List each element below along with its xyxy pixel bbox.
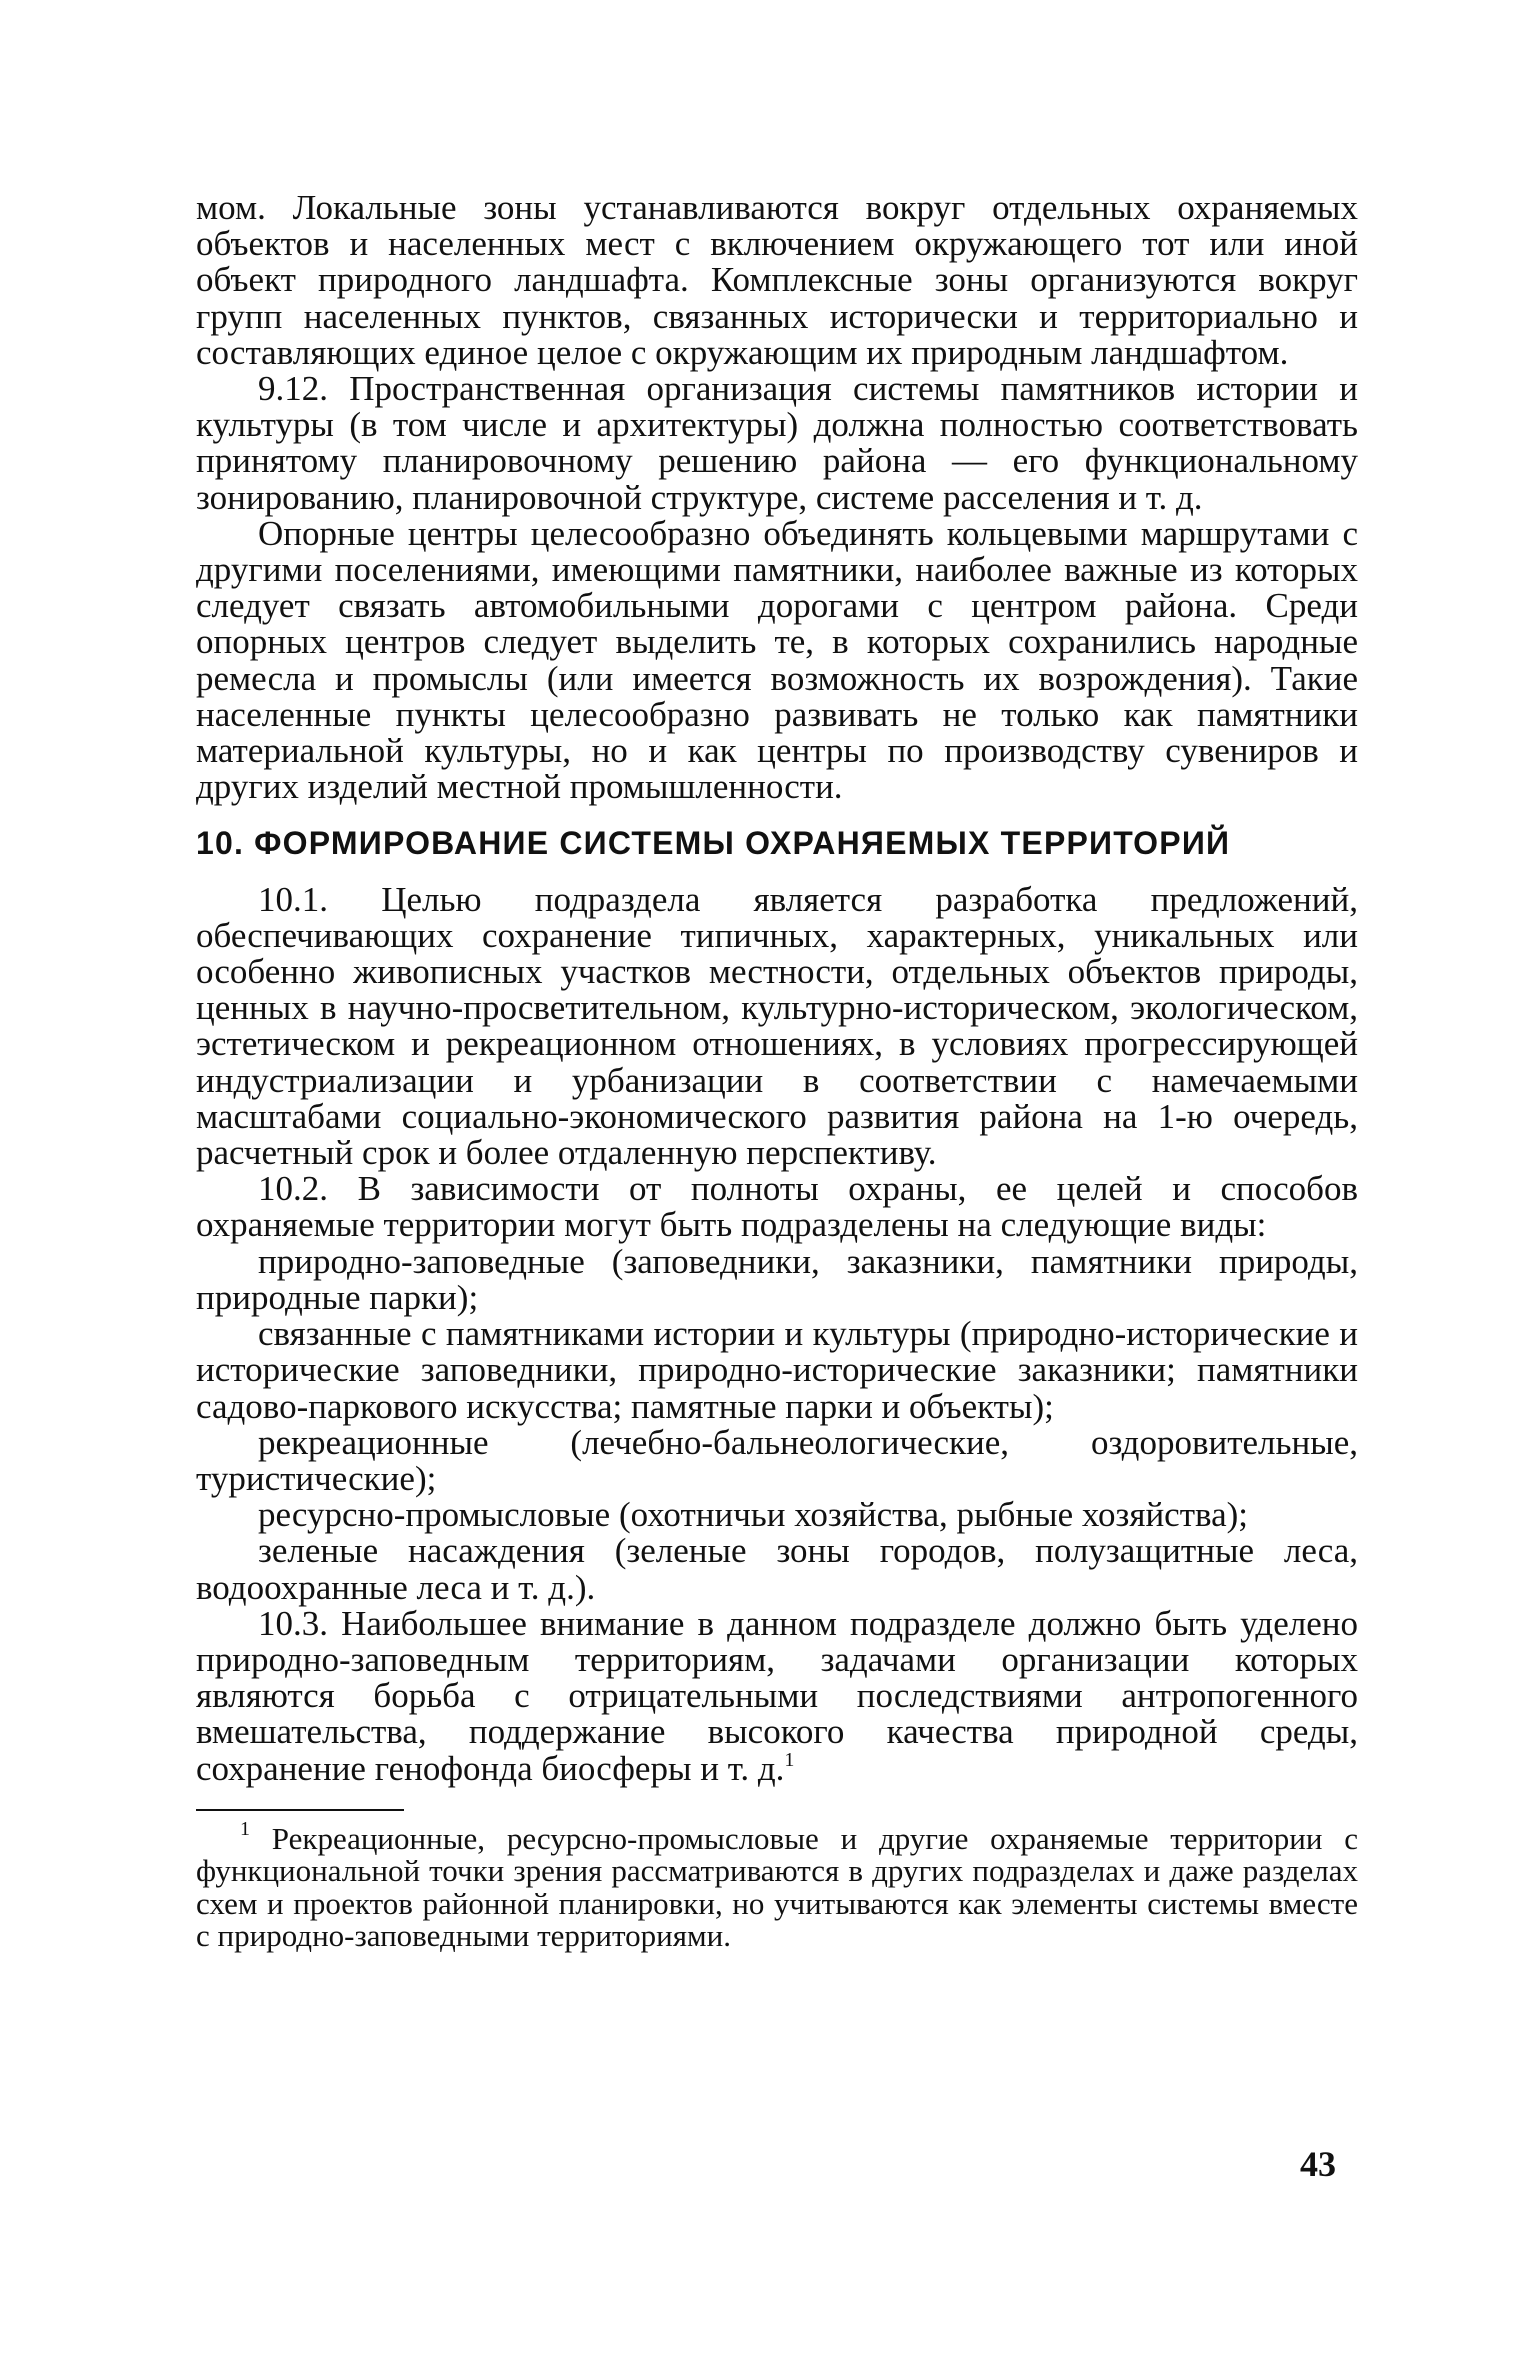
- paragraph-10-1: 10.1. Целью подраздела является разработка предложений, обеспечивающих сохранение типичных, характерных, уникальных или особенно живописных участков местности, отдельных объектов природы, ценных в научно-просветительном, культурно-историческом, экологическом, эстетическом и рекреационном отношениях, в условиях прогрессирующей индустриализации и урбанизации в соответствии с намечаемыми масштабами социально-экономического развития района на 1-ю очередь, расчетный срок и более отдаленную перспективу.: [196, 879, 1358, 1173]
- paragraph-zones: мом. Локальные зоны устанавливаются вокруг отдельных охраняемых объектов и населенных мест с включением окружающего тот или иной объект природного ландшафта. Комплексные зоны организуются вокруг групп населенных пунктов, связанных исторически и территориально и составляющих единое целое с окружающим их природным ландшафтом.: [196, 188, 1358, 372]
- paragraph-support-centers: Опорные центры целесообразно объединять кольцевыми маршрутами с другими поселениями, имеющими памятники, наиболее важные из которых следует связать автомобильными дорогами с центром района. Среди опорных центров следует выделить те, в которых сохранились народные ремесла и промыслы (или имеется возможность их возрождения). Такие населенные пункты целесообразно развивать не только как памятники материальной культуры, но и как центры по производству сувениров и других изделий местной промышленности.: [196, 513, 1358, 807]
- list-item: связанные с памятниками истории и культуры (природно-исторические и исторические заповедники, природно-исторические заказники; памятники садово-паркового искусства; памятные парки и объекты);: [196, 1314, 1358, 1426]
- paragraph-10-2: 10.2. В зависимости от полноты охраны, ее целей и способов охраняемые территории могут быть подразделены на следующие виды:: [196, 1169, 1358, 1245]
- list-item: природно-заповедные (заповедники, заказники, памятники природы, природные парки);: [196, 1241, 1358, 1317]
- list-item: рекреационные (лечебно-бальнеологические, оздоровительные, туристические);: [196, 1422, 1358, 1498]
- paragraph-10-3-text: 10.3. Наибольшее внимание в данном подразделе должно быть уделено природно-заповедным территориям, задачами организации которых являются борьба с отрицательными последствиями антропогенного вмешательства, поддержание высокого качества природной среды, сохранение генофонда биосферы и т. д.: [196, 1603, 1358, 1788]
- paragraph-9-12: 9.12. Пространственная организация системы памятников истории и культуры (в том числе и архитектуры) должна полностью соответствовать принятому планировочному решению района — его функциональному зонированию, планировочной структуре, системе расселения и т. д.: [196, 369, 1358, 517]
- list-item: ресурсно-промысловые (охотничьи хозяйства, рыбные хозяйства);: [258, 1495, 1248, 1535]
- footnote: [196, 1817, 1359, 1954]
- footnote-text: Рекреационные, ресурсно-промысловые и другие охраняемые территории с функциональной точки зрения рассматриваются в других подразделах и даже разделах схем и проектов районной планировки, но учитываются как элементы системы вместе с природно-заповедными территориями.: [196, 1820, 1359, 1954]
- list-item: зеленые насаждения (зеленые зоны городов, полузащитные леса, водоохранные леса и т. д.).: [196, 1531, 1358, 1607]
- footnote-reference: 1: [784, 1748, 795, 1771]
- page-number: 43: [1300, 2144, 1336, 2184]
- footnote-marker: 1: [240, 1817, 250, 1840]
- page-body: [196, 190, 1358, 1953]
- footnote-divider: [196, 1809, 404, 1811]
- section-heading: 10. ФОРМИРОВАНИЕ СИСТЕМЫ ОХРАНЯЕМЫХ ТЕРРИТОРИЙ: [196, 825, 1231, 862]
- paragraph-10-3: [196, 1603, 1358, 1788]
